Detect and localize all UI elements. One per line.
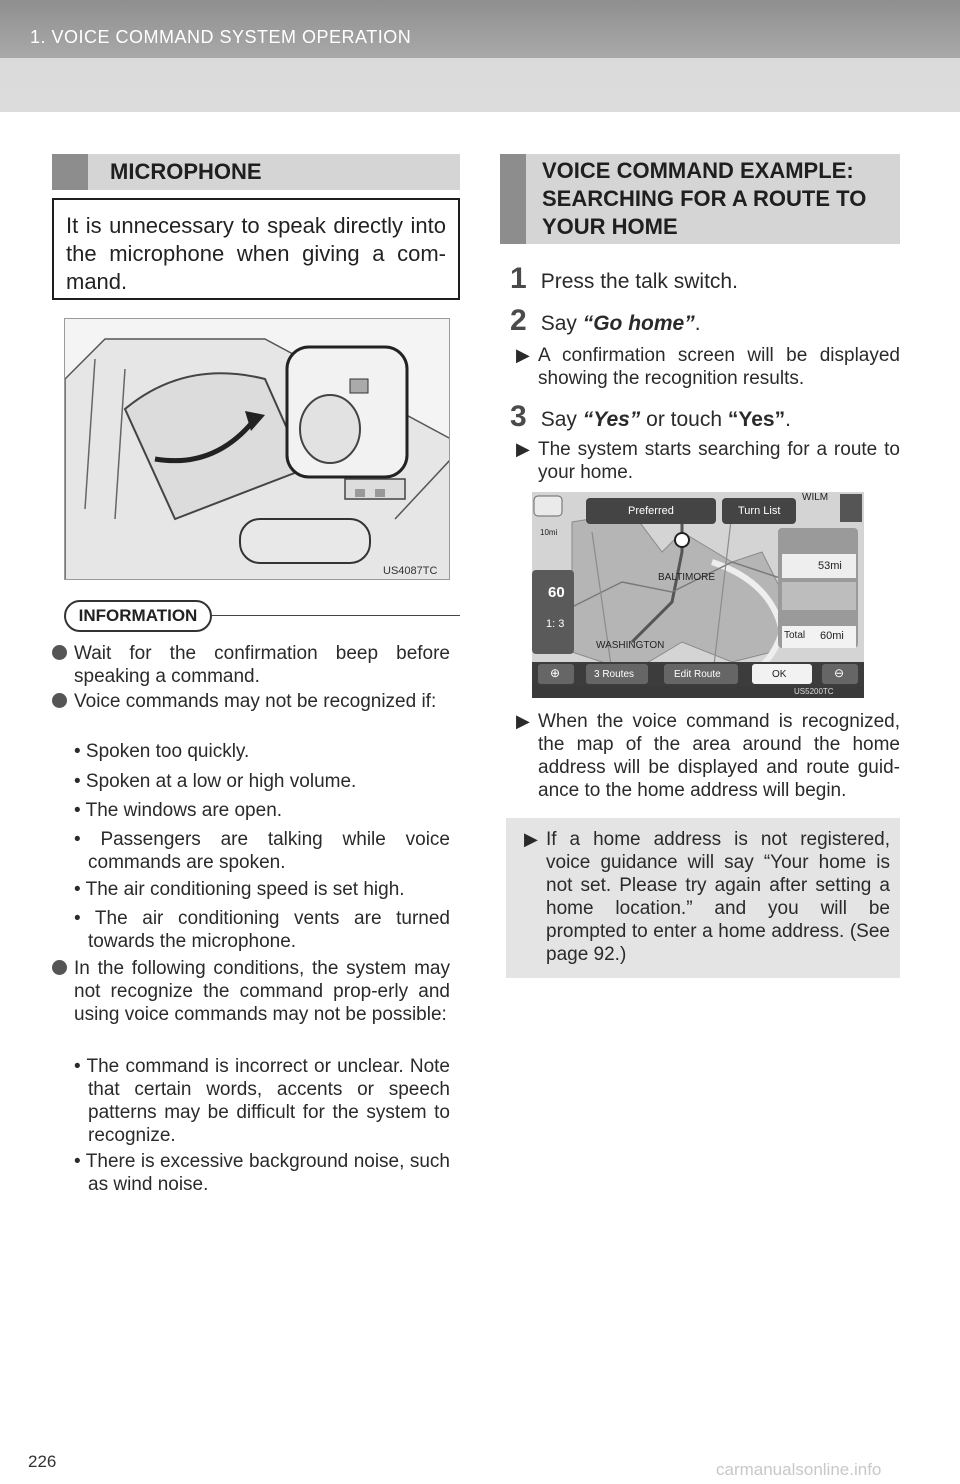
watermark: carmanualsonline.info xyxy=(716,1460,882,1479)
info-sub-item: • The air conditioning vents are turned towards the microphone. xyxy=(74,908,450,952)
home-not-set-note xyxy=(506,818,900,978)
bullet-item: ▶ The system starts searching for a route to your home. xyxy=(516,439,900,483)
info-sub-item: • Spoken too quickly. xyxy=(74,741,250,762)
microphone-illustration xyxy=(64,318,450,580)
distance-readout: 53mi xyxy=(818,560,842,572)
map-drawing xyxy=(532,492,864,698)
figure-code: US4087TC xyxy=(383,565,438,577)
info-bullet-3: In the following conditions, the system may not recognize the command prop-erly and using voice commands may not be possible: xyxy=(52,957,450,1026)
time-readout: 1: 3 xyxy=(546,618,565,630)
total-label: Total xyxy=(784,630,806,641)
header-strip xyxy=(0,0,960,58)
info-sub-item: • The command is incorrect or unclear. Note that certain words, accents or speech patterns may be difficult for the system to recognize. xyxy=(74,1056,450,1146)
triangle-bullet-icon: ▶ xyxy=(516,711,530,731)
total-distance: 60mi xyxy=(820,630,844,642)
info-bullet-2: Voice commands may not be recognized if: xyxy=(52,690,450,713)
microphone-note-box: It is unnecessary to speak directly into the microphone when giving a com-mand. xyxy=(52,198,460,300)
info-bullet-1: Wait for the confirmation beep before speaking a command. xyxy=(52,642,450,688)
bullet-item: ▶ If a home address is not registered, voice guidance will say “Your home is not set. Please try again after setting a home location.” and you will be prompted to enter a home address. (See page 92.) xyxy=(524,829,890,965)
figure-code: US5200TC xyxy=(794,687,834,696)
info-sub-item: • Passengers are talking while voice commands are spoken. xyxy=(74,829,450,873)
information-rule xyxy=(212,615,460,616)
step-1: 1 Press the talk switch. xyxy=(510,262,738,295)
bullet-dot xyxy=(52,960,67,975)
bullet-dot xyxy=(52,645,67,660)
routes-button[interactable]: 3 Routes xyxy=(594,669,635,680)
microphone-heading xyxy=(52,154,460,190)
zoom-out-icon[interactable]: ⊖ xyxy=(834,666,845,680)
heading-line: YOUR HOME xyxy=(542,214,678,239)
voice-example-heading xyxy=(500,154,900,244)
zoom-in-icon[interactable]: ⊕ xyxy=(550,666,561,680)
navigation-screen xyxy=(532,492,864,698)
info-sub-item: • The windows are open. xyxy=(74,800,283,821)
heading-line: VOICE COMMAND EXAMPLE: xyxy=(542,158,854,183)
triangle-bullet-icon: ▶ xyxy=(516,439,530,459)
heading-tab xyxy=(500,154,526,244)
city-label: WILM xyxy=(802,492,829,503)
heading-tab xyxy=(52,154,88,190)
ok-button[interactable]: OK xyxy=(772,669,787,680)
edit-route-button[interactable]: Edit Route xyxy=(674,669,721,680)
triangle-bullet-icon: ▶ xyxy=(516,345,530,365)
heading-text: MICROPHONE xyxy=(110,159,262,184)
page-number: 226 xyxy=(28,1452,57,1471)
route-preference-tab[interactable]: Preferred xyxy=(628,505,674,517)
triangle-bullet-icon: ▶ xyxy=(524,829,538,849)
microphone-drawing xyxy=(65,319,450,580)
info-sub-item: • The air conditioning speed is set high. xyxy=(74,879,405,900)
information-label: INFORMATION xyxy=(64,600,212,632)
info-sub-item: • There is excessive background noise, such as wind noise. xyxy=(74,1151,450,1195)
city-label: BALTIMORE xyxy=(658,572,716,583)
turn-list-button[interactable]: Turn List xyxy=(738,505,781,517)
section-title: 1. VOICE COMMAND SYSTEM OPERATION xyxy=(30,27,412,47)
info-sub-item: • Spoken at a low or high volume. xyxy=(74,771,357,792)
heading-line: SEARCHING FOR A ROUTE TO xyxy=(542,186,867,211)
bullet-item: ▶ A confirmation screen will be displayed showing the recognition results. xyxy=(516,345,900,389)
step-3: 3 Say “Yes” or touch “Yes”. xyxy=(510,400,791,433)
city-label: WASHINGTON xyxy=(596,640,665,651)
bullet-item: ▶ When the voice command is recognized, the map of the area around the home address will be displayed and route guid-ance to the home address will begin. xyxy=(516,711,900,801)
step-2: 2 Say “Go home”. xyxy=(510,304,701,337)
speed-readout: 60 xyxy=(548,584,565,601)
bullet-dot xyxy=(52,693,67,708)
map-scale: 10mi xyxy=(540,528,558,537)
